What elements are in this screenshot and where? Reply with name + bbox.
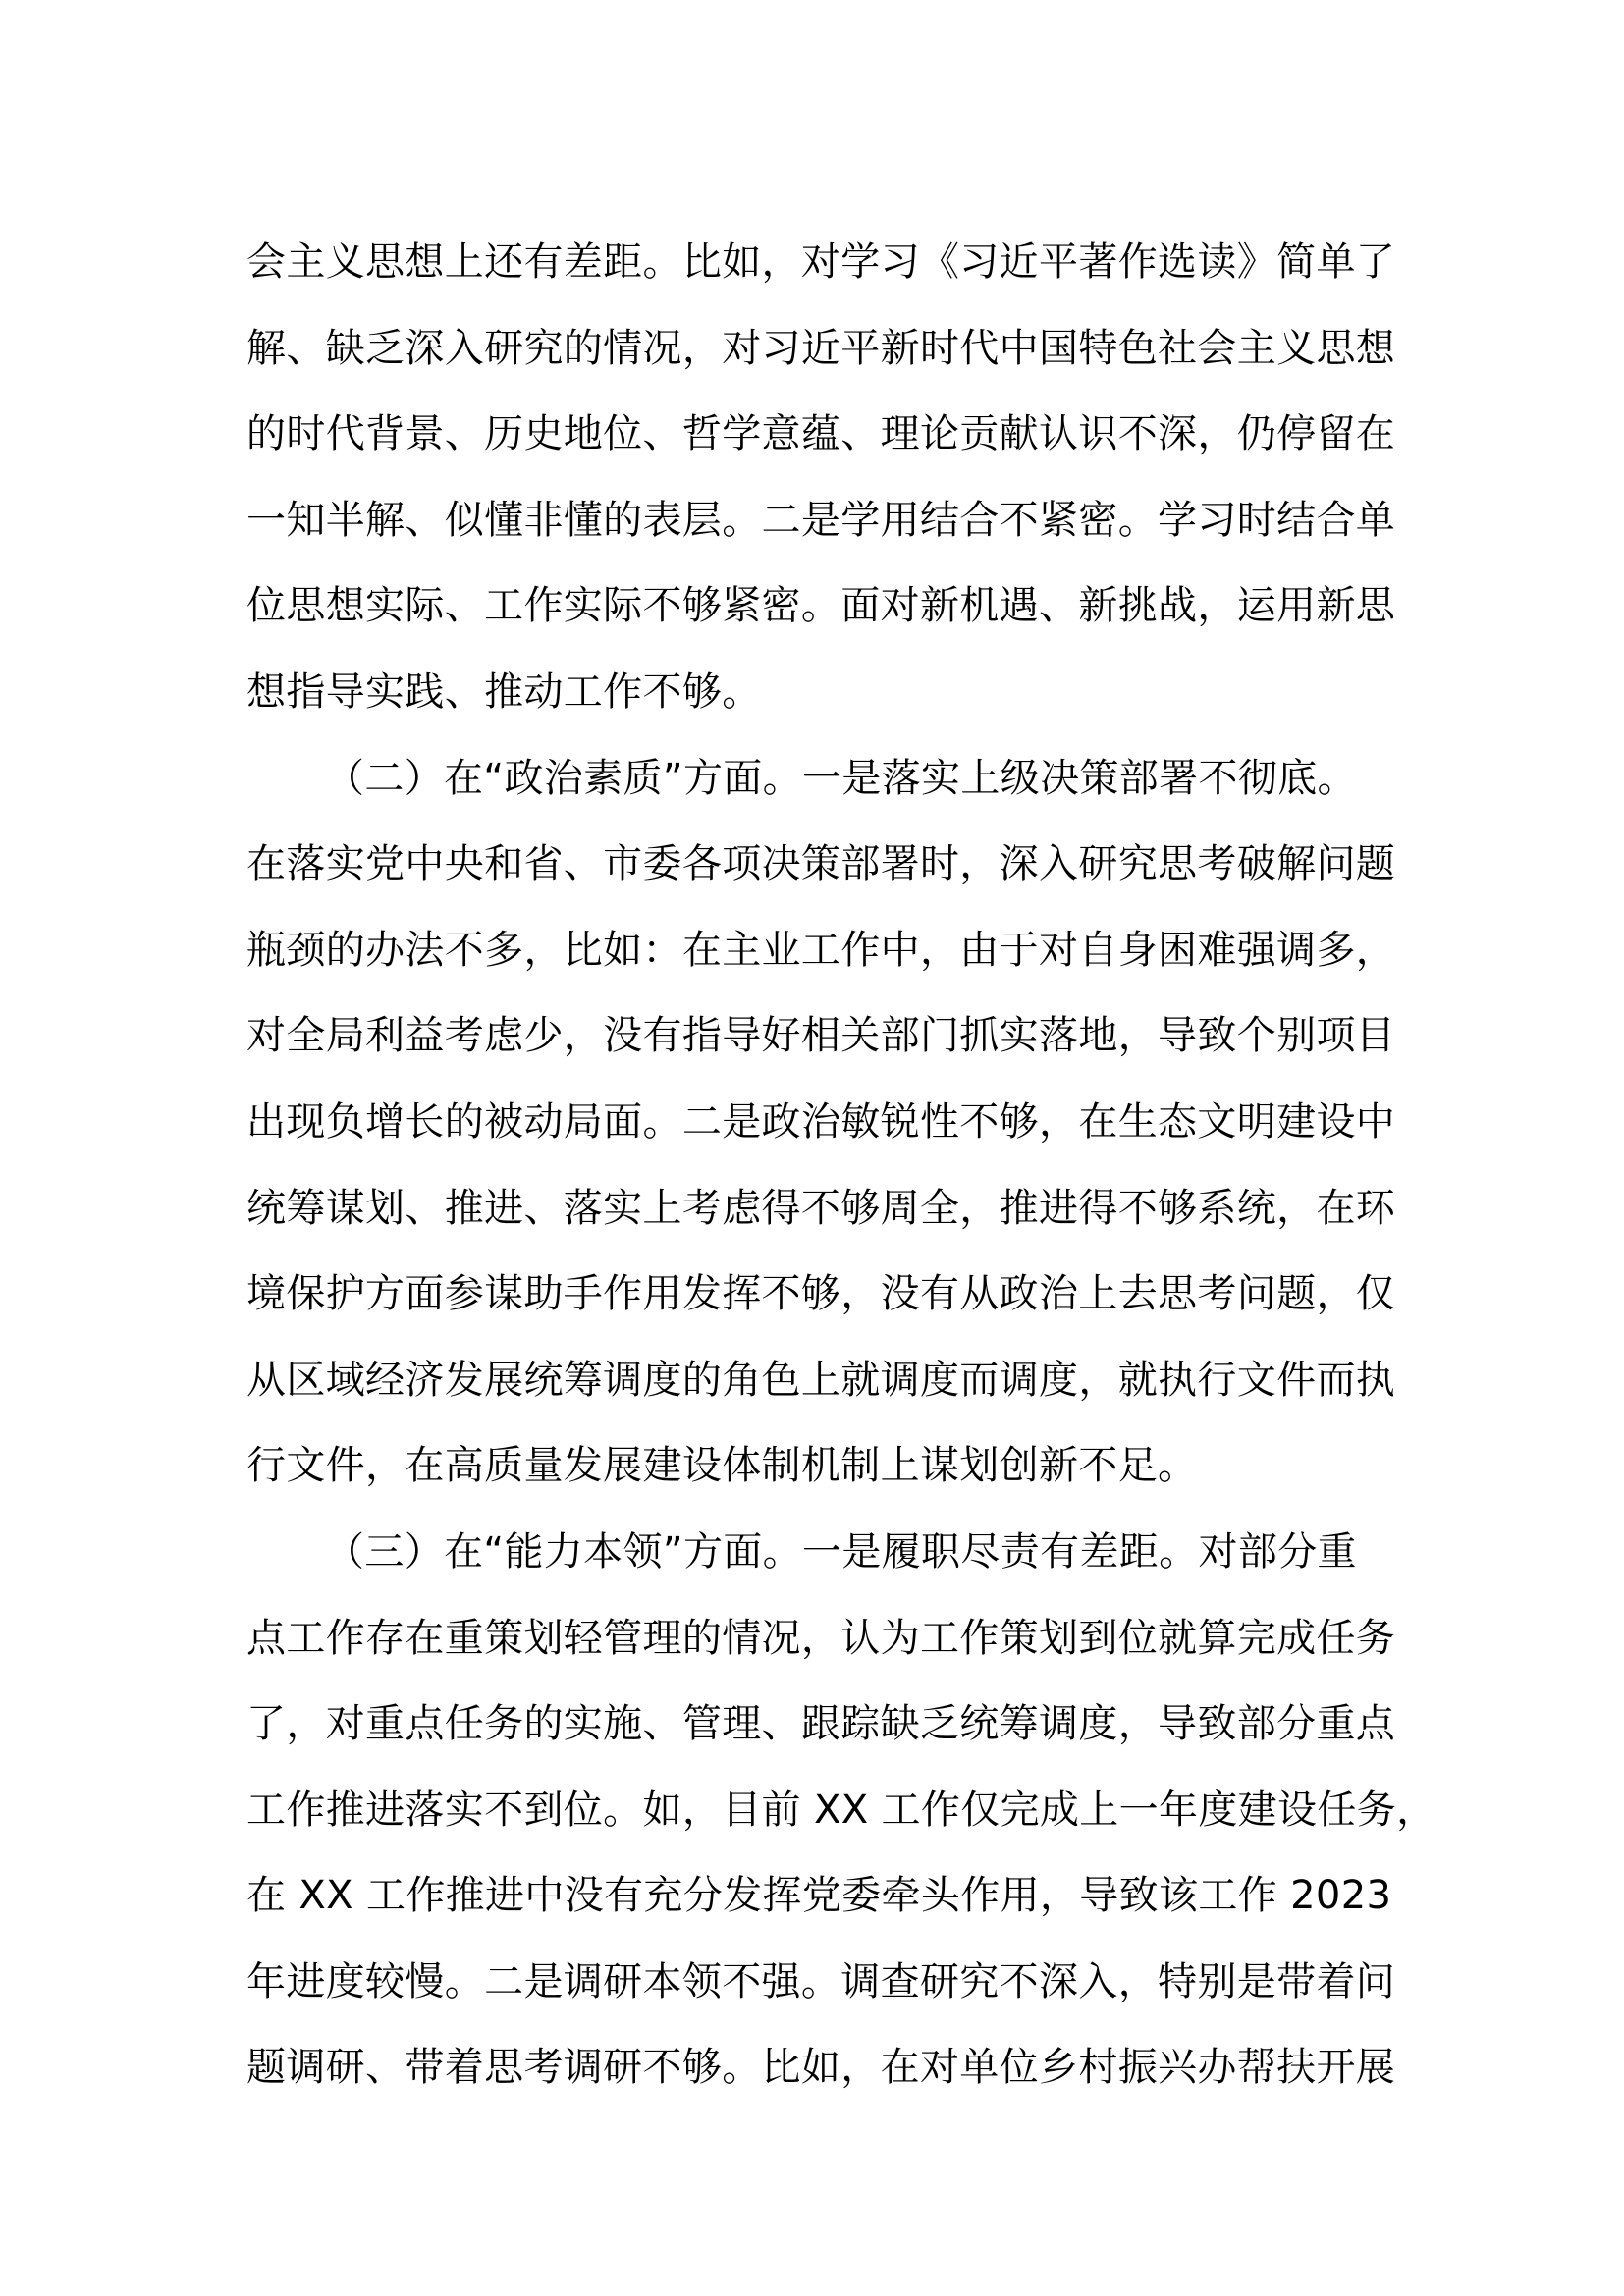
text-line: 行文件，在高质量发展建设体制机制上谋划创新不足。 (246, 1443, 1198, 1489)
text-line: 题调研、带着思考调研不够。比如，在对单位乡村振兴办帮扶开展 (246, 2045, 1396, 2091)
section-heading-line: （二）在“政治素质”方面。一是落实上级决策部署不彻底。 (325, 755, 1357, 801)
section-heading-line: （三）在“能力本领”方面。一是履职尽责有差距。对部分重 (325, 1528, 1357, 1575)
text-line: 瓶颈的办法不多，比如：在主业工作中，由于对自身困难强调多， (246, 927, 1396, 973)
text-line: 会主义思想上还有差距。比如，对学习《习近平著作选读》简单了 (246, 240, 1396, 285)
text-line: 境保护方面参谋助手作用发挥不够，没有从政治上去思考问题，仅 (246, 1271, 1396, 1317)
text-line: 工作推进落实不到位。如，目前 XX 工作仅完成上一年度建设任务， (246, 1787, 1436, 1833)
text-line: 在落实党中央和省、市委各项决策部署时，深入研究思考破解问题 (246, 841, 1396, 887)
text-line: 想指导实践、推动工作不够。 (246, 668, 762, 715)
text-line: 统筹谋划、推进、落实上考虑得不够周全，推进得不够系统，在环 (246, 1185, 1396, 1231)
text-line: 一知半解、似懂非懂的表层。二是学用结合不紧密。学习时结合单 (246, 497, 1396, 543)
text-line: 解、缺乏深入研究的情况，对习近平新时代中国特色社会主义思想 (246, 325, 1396, 371)
text-line: 点工作存在重策划轻管理的情况，认为工作策划到位就算完成任务 (246, 1615, 1396, 1661)
text-line: 出现负增长的被动局面。二是政治敏锐性不够，在生态文明建设中 (246, 1098, 1396, 1145)
text-line: 在 XX 工作推进中没有充分发挥党委牵头作用，导致该工作 2023 (246, 1873, 1392, 1919)
text-line: 年进度较慢。二是调研本领不强。调查研究不深入，特别是带着问 (246, 1958, 1396, 2004)
text-line: 的时代背景、历史地位、哲学意蕴、理论贡献认识不深，仍停留在 (246, 411, 1396, 457)
text-line: 对全局利益考虑少，没有指导好相关部门抓实落地，导致个别项目 (246, 1013, 1396, 1059)
text-line: 位思想实际、工作实际不够紧密。面对新机遇、新挑战，运用新思 (246, 583, 1396, 629)
text-line: 了，对重点任务的实施、管理、跟踪缺乏统筹调度，导致部分重点 (246, 1701, 1396, 1747)
text-line: 从区域经济发展统筹调度的角色上就调度而调度，就执行文件而执 (246, 1357, 1396, 1403)
document-body (246, 220, 1436, 2111)
